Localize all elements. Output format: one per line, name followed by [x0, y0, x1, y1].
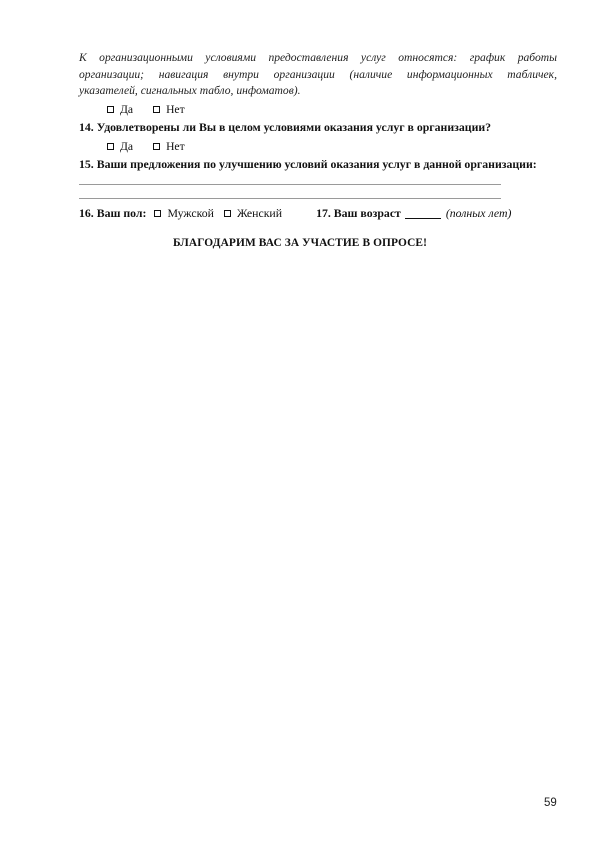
q16-label: 16. Ваш пол:: [79, 206, 147, 220]
q17-label: 17. Ваш возраст: [316, 206, 401, 220]
demographics-row: [79, 206, 511, 221]
q14-option-yes-label: Да: [120, 140, 134, 153]
intro-note-line-2: организации; навигация внутри организации (наличие информационных табличек,: [79, 67, 557, 81]
checkbox-icon[interactable]: [107, 143, 114, 150]
q14-question: 14. Удовлетворены ли Вы в целом условиями оказания услуг в организации?: [79, 120, 492, 134]
intro-note: [79, 50, 557, 100]
q14-options: [107, 140, 205, 153]
q14-option-no-label: Нет: [166, 140, 185, 153]
q14-option-no[interactable]: [153, 140, 185, 153]
intro-note-line-1: К организационными условиями предоставления услуг относятся: график работы: [79, 51, 557, 64]
checkbox-icon[interactable]: [153, 106, 160, 113]
page-number: 59: [544, 797, 557, 809]
q16-option-female-label: Женский: [236, 206, 283, 220]
q16-option-male-label: Мужской: [167, 206, 214, 220]
q13-option-no[interactable]: [153, 103, 185, 116]
intro-note-line-3: указателей, сигнальных табло, инфоматов).: [79, 84, 301, 97]
checkbox-icon[interactable]: [154, 210, 161, 217]
q16-option-male[interactable]: [154, 206, 213, 221]
q13-options: [107, 103, 205, 116]
q17-age-field[interactable]: [405, 208, 441, 219]
q13-option-no-label: Нет: [166, 103, 185, 116]
checkbox-icon[interactable]: [153, 143, 160, 150]
q13-option-yes-label: Да: [120, 103, 134, 116]
q17-note: (полных лет): [445, 206, 512, 220]
checkbox-icon[interactable]: [224, 210, 231, 217]
thanks-message: БЛАГОДАРИМ ВАС ЗА УЧАСТИЕ В ОПРОСЕ!: [172, 237, 428, 249]
q16-option-female[interactable]: [224, 206, 282, 221]
q15-answer-line-2[interactable]: [79, 198, 501, 199]
q15-question: 15. Ваши предложения по улучшению условий оказания услуг в данной организации:: [79, 157, 537, 171]
q14-option-yes[interactable]: [107, 140, 133, 153]
q13-option-yes[interactable]: [107, 103, 133, 116]
q15-answer-line-1[interactable]: [79, 184, 501, 185]
checkbox-icon[interactable]: [107, 106, 114, 113]
